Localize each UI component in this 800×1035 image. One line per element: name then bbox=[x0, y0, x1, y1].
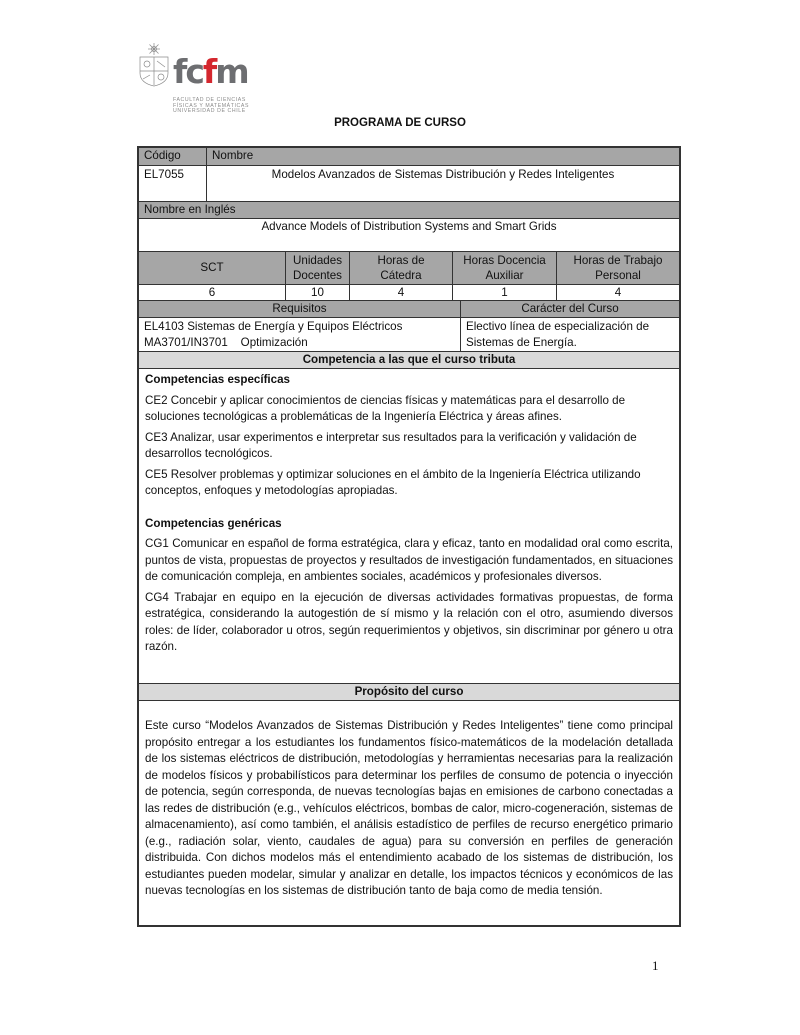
english-name: Advance Models of Distribution Systems and Smart Grids bbox=[261, 220, 557, 233]
horas-auxiliar-value: 1 bbox=[452, 285, 556, 300]
hours-header-row bbox=[139, 251, 679, 284]
logo-subtitle-line: FACULTAD DE CIENCIAS bbox=[173, 97, 246, 103]
requisito-line: EL4103 Sistemas de Energía y Equipos Eléctricos bbox=[144, 320, 403, 333]
english-name-header-row bbox=[139, 201, 679, 218]
course-program-table bbox=[137, 146, 681, 927]
english-name-row bbox=[139, 218, 679, 251]
horas-personal-header bbox=[556, 252, 679, 284]
header-line: Horas Docencia bbox=[463, 254, 546, 267]
logo-subtitle-line: FÍSICAS Y MATEMÁTICAS bbox=[173, 102, 250, 109]
competencias-especificas-title: Competencias específicas bbox=[145, 373, 290, 386]
horas-catedra-value: 4 bbox=[349, 285, 452, 300]
competencia-body-row bbox=[139, 368, 679, 683]
logo-subtitle-line: UNIVERSIDAD DE CHILE bbox=[173, 108, 246, 115]
header-line: Personal bbox=[595, 269, 641, 282]
sct-header-label: SCT bbox=[200, 261, 224, 274]
header-line: Auxiliar bbox=[485, 269, 524, 282]
english-name-label: Nombre en Inglés bbox=[144, 203, 236, 216]
header-line: Cátedra bbox=[380, 269, 422, 282]
header-line: Unidades bbox=[293, 254, 342, 267]
requisito-line: MA3701/IN3701 Optimización bbox=[144, 335, 308, 349]
sct-value: 6 bbox=[208, 286, 216, 299]
unidades-docentes-header bbox=[285, 252, 349, 284]
requisitos-value bbox=[139, 318, 460, 351]
caracter-label: Carácter del Curso bbox=[460, 301, 679, 317]
caracter-line: Sistemas de Energía. bbox=[466, 335, 577, 349]
proposito-body-row bbox=[139, 700, 679, 925]
hours-values-row bbox=[139, 284, 679, 300]
competencia-label: Competencia a las que el curso tributa bbox=[302, 353, 516, 366]
competencia-ce3: CE3 Analizar, usar experimentos e interpretar sus resultados para la verificación y validación de desarrollos tecnológicos. bbox=[145, 430, 637, 460]
competencia-ce2: CE2 Concebir y aplicar conocimientos de ciencias físicas y matemáticas para el desarrollo de soluciones tecnológicas a problemáticas de la Ingeniería Eléctrica y áreas afines. bbox=[145, 393, 626, 423]
header-line: Horas de bbox=[377, 254, 425, 267]
proposito-header-row bbox=[139, 683, 679, 700]
sct-header bbox=[139, 252, 285, 284]
competencias-genericas-title: Competencias genéricas bbox=[145, 516, 282, 530]
course-code: EL7055 bbox=[144, 168, 184, 181]
page-number: 1 bbox=[652, 958, 659, 973]
competencia-body bbox=[139, 369, 679, 683]
header-line: Horas de Trabajo bbox=[573, 254, 663, 267]
fcfm-logo bbox=[137, 43, 277, 119]
logo-subtitle bbox=[173, 98, 249, 115]
codigo-nombre-header-row bbox=[139, 148, 679, 165]
codigo-label: Código bbox=[144, 149, 181, 162]
horas-auxiliar-header bbox=[452, 252, 556, 284]
competencia-cg4: CG4 Trabajar en equipo en la ejecución de diversas actividades formativas propuestas, de forma estratégica, considerando la autogestión de sí mismo y la relación con el otro, asumiendo diversos roles: de líder, colaborador u otros, según requerimientos y objetivos, sin discriminar por género u otra razón. bbox=[145, 590, 673, 653]
proposito-label: Propósito del curso bbox=[354, 685, 464, 698]
logo-wordmark: fcfm bbox=[173, 52, 248, 91]
university-crest-icon bbox=[137, 43, 171, 87]
requisitos-caracter-header-row bbox=[139, 300, 679, 317]
proposito-text: Este curso “Modelos Avanzados de Sistemas Distribución y Redes Inteligentes” tiene como principal propósito entregar a los estudiantes los fundamentos físico-matemáticos de la modelación detallada de los sistemas eléctricos de distribución, metodologías y herramientas necesarias para la realización de modelos físicos y probabilísticos para determinar los perfiles de consumo de potencia o inyección de potencia, según corresponda, de nuevas tecnologías bajas en emisiones de carbono conectadas a las redes de distribución (e.g., vehículos eléctricos, bombas de calor, micro-cogeneración, sistemas de almacenamiento), así como también, el análisis estadístico de perfiles de recurso energético primario (e.g., radiación solar, viento, caudales de agua) para su conversión en perfiles de generación distribuida. Con dichos modelos más el entendimiento acabado de los sistemas de distribución, los estudiantes pueden modelar, simular y analizar en detalle, los impactos técnicos y económicos de las nuevas tecnologías en los sistemas de distribución tanto de baja como de media tensión. bbox=[145, 719, 673, 897]
requisitos-caracter-row bbox=[139, 317, 679, 351]
spacer bbox=[145, 504, 673, 516]
course-name: Modelos Avanzados de Sistemas Distribución y Redes Inteligentes bbox=[206, 166, 679, 201]
competencia-cg1: CG1 Comunicar en español de forma estratégica, clara y eficaz, tanto en modalidad oral como escrita, puntos de vista, propuestas de proyectos y resultados de investigación fundamentados, en situaciones de comunicación compleja, en ambientes sociales, académicos y profesionales diversos. bbox=[145, 537, 673, 583]
competencia-ce5: CE5 Resolver problemas y optimizar soluciones en el ámbito de la Ingeniería Eléctrica utilizando conceptos, enfoques y metodologías apropiadas. bbox=[145, 467, 641, 497]
header-line: Docentes bbox=[293, 269, 342, 282]
competencia-header-row bbox=[139, 351, 679, 368]
codigo-nombre-row bbox=[139, 165, 679, 201]
document-title: PROGRAMA DE CURSO bbox=[334, 117, 466, 129]
horas-personal-value: 4 bbox=[556, 285, 679, 300]
caracter-value bbox=[460, 318, 679, 351]
caracter-line: Electivo línea de especialización de bbox=[466, 320, 650, 333]
unidades-docentes-value: 10 bbox=[285, 285, 349, 300]
requisitos-label: Requisitos bbox=[272, 302, 327, 315]
horas-catedra-header bbox=[349, 252, 452, 284]
nombre-label: Nombre bbox=[206, 148, 679, 165]
